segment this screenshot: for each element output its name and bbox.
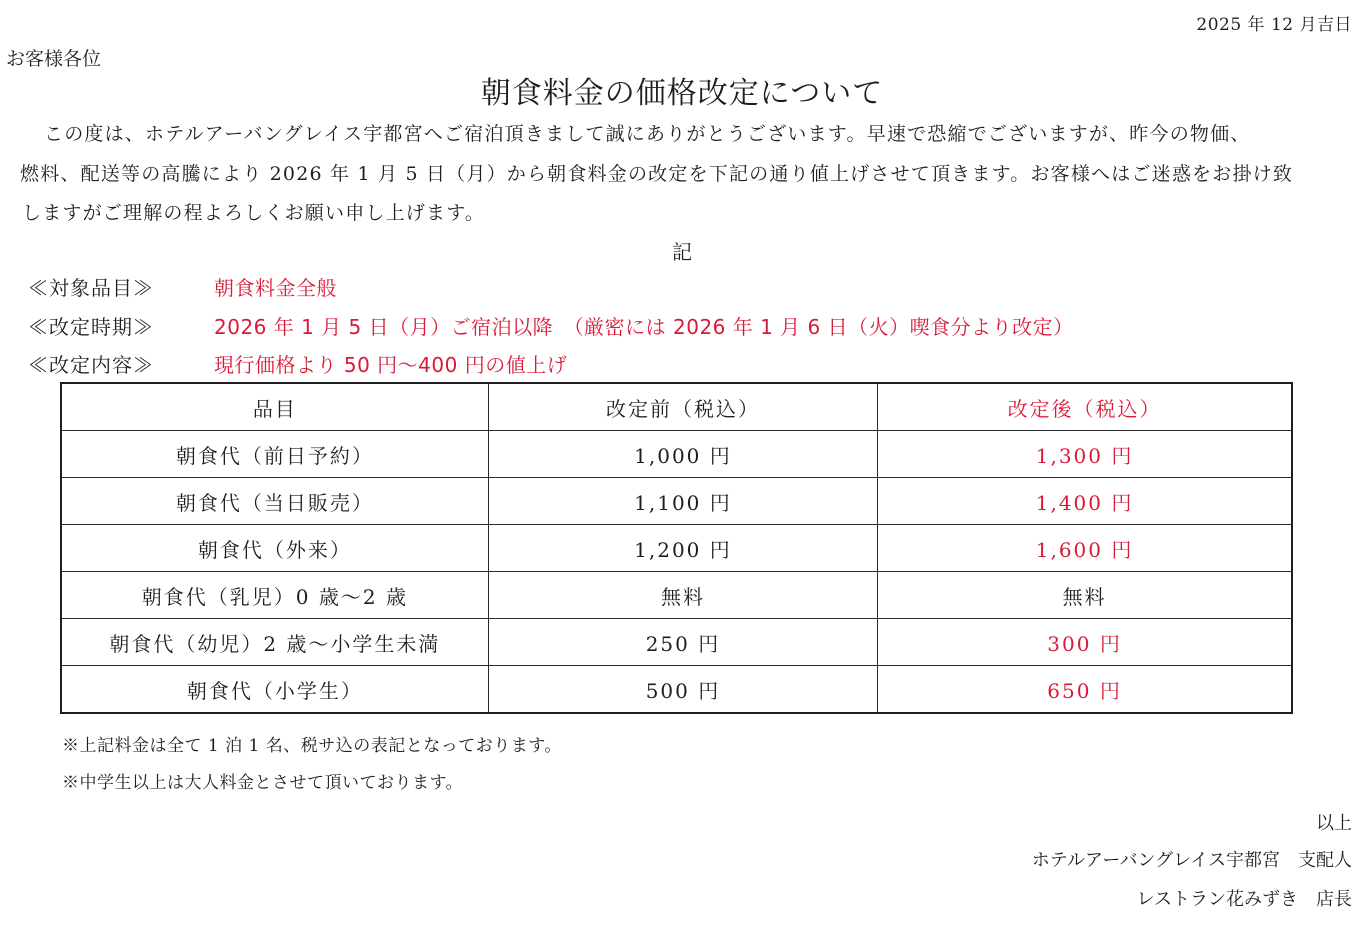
- table-row: [61, 431, 1292, 478]
- item-label-period: ≪改定時期≫: [28, 315, 154, 339]
- addressee: お客様各位: [6, 48, 102, 70]
- item-value-target: 朝食料金全般: [214, 276, 337, 300]
- row-before-price: 500 円: [488, 666, 877, 714]
- item-value-period: 2026 年 1 月 5 日（月）ご宿泊以降 （厳密には 2026 年 1 月 6 日（火）喫食分より改定）: [214, 315, 1074, 339]
- row-item: 朝食代（乳児）0 歳～2 歳: [61, 572, 488, 619]
- row-item: 朝食代（幼児）2 歳～小学生未満: [61, 619, 488, 666]
- row-before-price: 250 円: [488, 619, 877, 666]
- body-text-line-2: 燃料、配送等の高騰により 2026 年 1 月 5 日（月）から朝食料金の改定を下記の通り値上げさせて頂きます。お客様へはご迷惑をお掛け致: [20, 163, 1294, 185]
- signature-hotel-manager: ホテルアーバングレイス宇都宮 支配人: [1031, 850, 1352, 871]
- item-label-content: ≪改定内容≫: [28, 353, 154, 377]
- body-text-line-3: しますがご理解の程よろしくお願い申し上げます。: [22, 202, 486, 224]
- document-title: 朝食料金の価格改定について: [480, 76, 884, 111]
- row-item: 朝食代（外来）: [61, 525, 488, 572]
- row-after-price: 1,600 円: [878, 525, 1292, 572]
- row-item: 朝食代（当日販売）: [61, 478, 488, 525]
- header-after: 改定後（税込）: [878, 383, 1292, 431]
- row-after-price: 1,300 円: [878, 431, 1292, 478]
- table-row: [61, 619, 1292, 666]
- body-text-line-1: この度は、ホテルアーバングレイス宇都宮へご宿泊頂きまして誠にありがとうございます。早速で恐縮でございますが、昨今の物価、: [44, 123, 1251, 145]
- table-row: [61, 525, 1292, 572]
- note-adult-price: ※中学生以上は大人料金とさせて頂いております。: [62, 773, 464, 793]
- closing-ijou: 以上: [1316, 813, 1352, 834]
- row-after-price: 1,400 円: [878, 478, 1292, 525]
- header-before: 改定前（税込）: [488, 383, 877, 431]
- price-table: [60, 382, 1293, 714]
- row-before-price: 1,200 円: [488, 525, 877, 572]
- signature-restaurant-manager: レストラン花みずき 店長: [1136, 889, 1352, 910]
- table-row: [61, 666, 1292, 714]
- table-row: [61, 478, 1292, 525]
- row-after-price: 300 円: [878, 619, 1292, 666]
- item-value-content: 現行価格より 50 円～400 円の値上げ: [214, 353, 568, 377]
- row-before-price: 1,000 円: [488, 431, 877, 478]
- row-before-price: 1,100 円: [488, 478, 877, 525]
- row-item: 朝食代（小学生）: [61, 666, 488, 714]
- header-item: 品目: [61, 383, 488, 431]
- note-tax-included: ※上記料金は全て 1 泊 1 名、税サ込の表記となっております。: [62, 736, 562, 756]
- row-item: 朝食代（前日予約）: [61, 431, 488, 478]
- item-label-target: ≪対象品目≫: [28, 276, 154, 300]
- row-after-price: 650 円: [878, 666, 1292, 714]
- row-before-price: 無料: [488, 572, 877, 619]
- row-after-price: 無料: [878, 572, 1292, 619]
- table-header-row: [61, 383, 1292, 431]
- document-date: 2025 年 12 月吉日: [1196, 15, 1352, 35]
- table-row: [61, 572, 1292, 619]
- ki-heading: 記: [672, 240, 692, 264]
